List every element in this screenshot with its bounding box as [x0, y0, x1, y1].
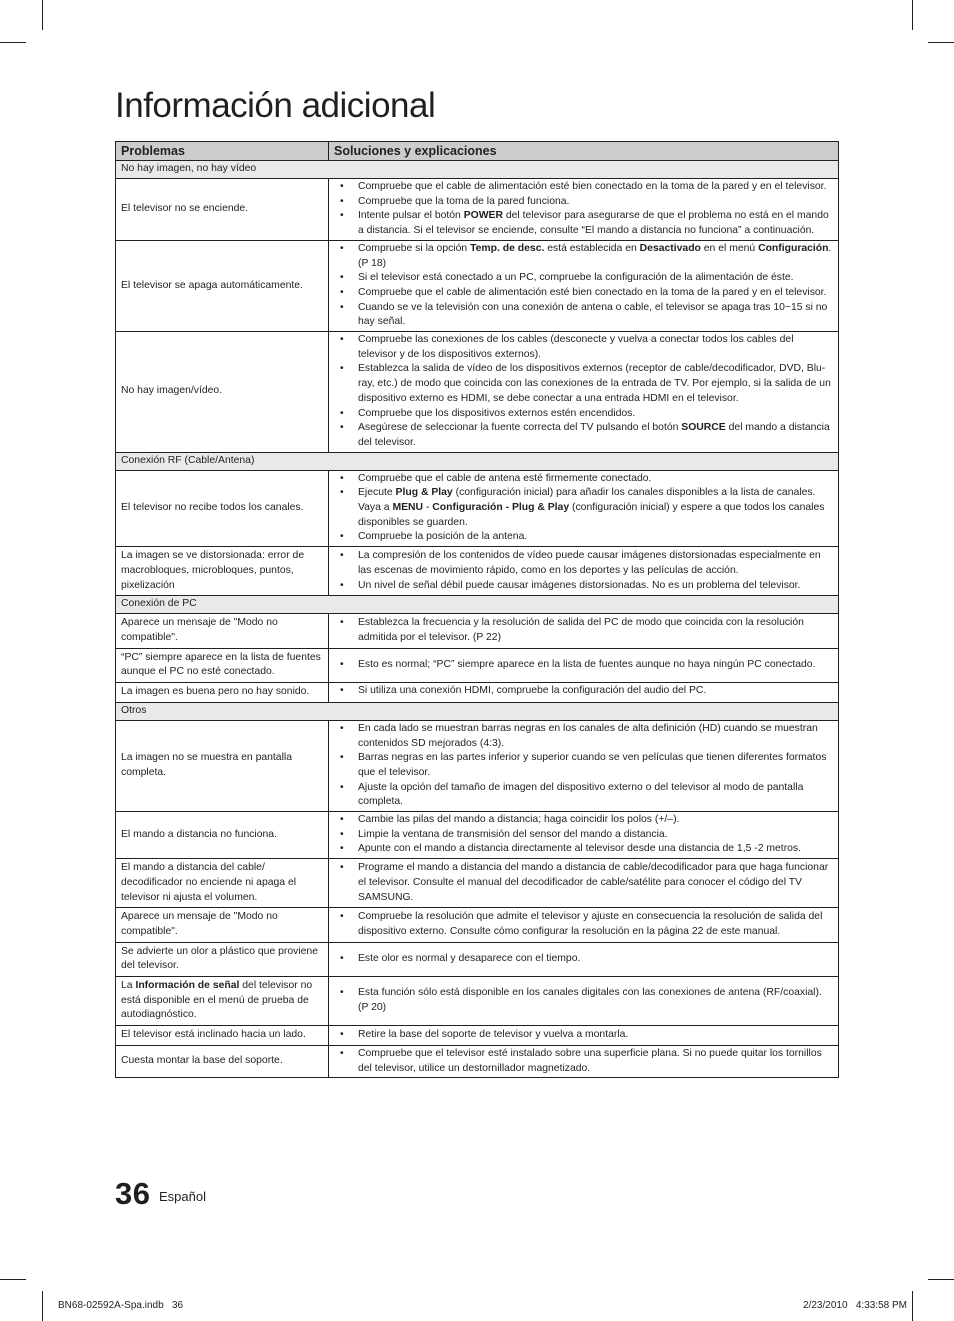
page-number: 36	[115, 1176, 151, 1211]
problem-cell	[116, 683, 329, 703]
table-row	[116, 812, 839, 859]
solution-list	[333, 986, 833, 1015]
text-run: Compruebe si la opción	[358, 242, 471, 254]
solution-item	[333, 195, 833, 210]
problem-cell	[116, 614, 329, 648]
section-title: No hay imagen, no hay vídeo	[116, 161, 839, 179]
solution-cell	[329, 859, 839, 908]
section-title: Otros	[116, 702, 839, 720]
troubleshooting-table	[115, 141, 839, 1078]
table-row	[116, 648, 839, 682]
text-run: (configuración inicial) y espere a que todos los canales disponibles se guarden.	[358, 502, 825, 528]
table-row	[116, 683, 839, 703]
problem-cell	[116, 179, 329, 241]
table-row	[116, 1045, 839, 1077]
solution-list	[333, 472, 833, 546]
table-body	[116, 161, 839, 1078]
problem-cell	[116, 812, 329, 859]
text-run: Este olor es normal y desaparece con el tiempo.	[358, 952, 581, 964]
solution-item	[333, 751, 833, 780]
solution-list	[333, 952, 833, 967]
table-row	[116, 179, 839, 241]
solution-item	[333, 952, 833, 967]
text-run: Barras negras en las partes inferior y superior cuando se ven películas que tienen diferentes formatos que el televisor.	[358, 752, 827, 778]
solution-item	[333, 986, 833, 1015]
solution-cell	[329, 977, 839, 1026]
solution-item	[333, 842, 833, 857]
solution-list	[333, 684, 833, 699]
problem-cell	[116, 470, 329, 547]
problem-cell	[116, 977, 329, 1026]
text-run: Cuando se ve la televisión con una conexión de antena o cable, el televisor se apaga tras 10~15 si no hay señal.	[358, 301, 828, 328]
text-run: El televisor se apaga automáticamente.	[121, 279, 303, 291]
text-run: Compruebe la posición de la antena.	[358, 531, 528, 543]
emphasized-term: Temp. de desc.	[470, 242, 545, 254]
text-run: Aparece un mensaje de "Modo no compatible".	[121, 911, 278, 937]
table-header-row	[116, 142, 839, 161]
text-run: Retire la base del soporte de televisor y vuelva a montarla.	[358, 1029, 629, 1041]
solution-item	[333, 407, 833, 422]
problem-cell	[116, 240, 329, 331]
table-row	[116, 547, 839, 596]
text-run: Intente pulsar el botón	[358, 210, 464, 222]
text-run: Un nivel de señal débil puede causar imágenes distorsionadas. No es un problema del televisor.	[358, 579, 801, 591]
solution-cell	[329, 648, 839, 682]
text-run: Ejecute	[358, 487, 396, 499]
text-run: No hay imagen/vídeo.	[121, 385, 223, 397]
solution-item	[333, 781, 833, 810]
text-run: en el menú	[700, 242, 759, 254]
table-row	[116, 614, 839, 648]
text-run: del mando a distancia del televisor.	[358, 422, 830, 448]
solution-item	[333, 616, 833, 645]
text-run: El mando a distancia no funciona.	[121, 828, 277, 840]
text-run: Cuesta montar la base del soporte.	[121, 1055, 283, 1067]
table-row	[116, 720, 839, 811]
solution-item	[333, 362, 833, 406]
text-run: Esta función sólo está disponible en los canales digitales con las conexiones de antena (RF/coaxial). (P 20)	[358, 987, 822, 1014]
table-row	[116, 977, 839, 1026]
table-row	[116, 332, 839, 453]
text-run: Compruebe que la toma de la pared funciona.	[358, 195, 570, 207]
text-run: La imagen se ve distorsionada: error de macrobloques, microbloques, puntos, pixelización	[121, 550, 305, 591]
table-row	[116, 470, 839, 547]
text-run: Programe el mando a distancia del mando a distancia de cable/decodificador para que haga funcionar el televisor. Consulte el manual del decodificador de cable/satélite para conocer el código del TV SAMSUNG.	[358, 862, 829, 903]
text-run: Establezca la frecuencia y la resolución de salida del PC de modo que coincida con la resolución admitida por el televisor. (P 22)	[358, 617, 804, 643]
solution-item	[333, 1047, 833, 1076]
emphasized-term: SOURCE	[681, 422, 726, 434]
text-run: Compruebe que los dispositivos externos estén encendidos.	[358, 407, 636, 419]
text-run: El televisor no recibe todos los canales.	[121, 502, 304, 514]
text-run: El televisor está inclinado hacia un lado.	[121, 1029, 306, 1041]
footer-datetime: 2/23/2010 4:33:58 PM	[803, 1300, 907, 1311]
problem-cell	[116, 859, 329, 908]
header-problems: Problemas	[116, 142, 329, 161]
crop-mark	[928, 42, 954, 43]
solution-list	[333, 1047, 833, 1076]
section-title: Conexión RF (Cable/Antena)	[116, 452, 839, 470]
text-run: Establezca la salida de vídeo de los dispositivos externos (receptor de cable/decodificador, DVD, Blu-ray, etc.) de modo que coincida con las conexiones de la entrada de TV. Por ejemplo, si la salida de un dispositivo externo es HDMI, se debe conectar a una entrada HDMI en el televisor.	[358, 363, 831, 404]
solution-cell	[329, 1026, 839, 1046]
table-row	[116, 240, 839, 331]
text-run: Ajuste la opción del tamaño de imagen del dispositivo externo o del televisor al modo de pantalla completa.	[358, 781, 804, 808]
section-title: Conexión de PC	[116, 596, 839, 614]
text-run: Si el televisor está conectado a un PC, compruebe la configuración de la alimentación de éste.	[358, 272, 794, 284]
solution-item	[333, 242, 833, 271]
text-run: Cambie las pilas del mando a distancia; haga coincidir los polos (+/–).	[358, 814, 680, 826]
emphasized-term: Configuración	[758, 242, 829, 254]
solution-list	[333, 722, 833, 810]
section-row	[116, 596, 839, 614]
text-run: El mando a distancia del cable/ decodificador no enciende ni apaga el televisor ni ajusta el volumen.	[121, 862, 297, 903]
text-run: Compruebe que el cable de alimentación esté bien conectado en la toma de la pared y en el televisor.	[358, 286, 827, 298]
emphasized-term: POWER	[463, 210, 503, 222]
solution-item	[333, 813, 833, 828]
solution-item	[333, 579, 833, 594]
text-run: . (P 18)	[358, 242, 832, 269]
solution-item	[333, 549, 833, 578]
problem-cell	[116, 942, 329, 976]
table-row	[116, 908, 839, 942]
text-run: (configuración inicial) para añadir los canales disponibles a la lista de canales. Vaya a	[358, 487, 816, 514]
solution-list	[333, 910, 833, 939]
text-run: Se advierte un olor a plástico que proviene del televisor.	[121, 945, 318, 972]
section-row	[116, 161, 839, 179]
text-run: Compruebe la resolución que admite el televisor y ajuste en consecuencia la resolución de salida del dispositivo externo. Consulte cómo configurar la resolución en la página 22 de este manual.	[358, 911, 823, 937]
problem-cell	[116, 332, 329, 453]
text-run: Aparece un mensaje de "Modo no compatible".	[121, 617, 278, 643]
solution-item	[333, 271, 833, 286]
text-run: Compruebe que el cable de alimentación esté bien conectado en la toma de la pared y en el televisor.	[358, 181, 827, 192]
crop-mark	[912, 0, 913, 30]
emphasized-term: Configuración - Plug & Play	[432, 502, 570, 514]
text-run: Apunte con el mando a distancia directamente al televisor desde una distancia de 1,5 -2 metros.	[358, 843, 802, 855]
solution-list	[333, 813, 833, 857]
solution-list	[333, 242, 833, 330]
text-run: del televisor para asegurarse de que el problema no está en el mando a distancia. Si el televisor se enciende, consulte “El mando a distancia no funciona” a continuación.	[358, 210, 829, 237]
text-run: La imagen es buena pero no hay sonido.	[121, 686, 310, 698]
solution-item	[333, 180, 833, 195]
solution-item	[333, 333, 833, 362]
solution-list	[333, 549, 833, 593]
emphasized-term: MENU	[392, 502, 424, 514]
solution-item	[333, 684, 833, 699]
text-run: del televisor no está disponible en el menú de prueba de autodiagnóstico.	[121, 980, 313, 1021]
text-run: -	[423, 502, 433, 514]
emphasized-term: Información de señal	[135, 980, 240, 992]
text-run: La imagen no se muestra en pantalla completa.	[121, 752, 292, 778]
text-run: En cada lado se muestran barras negras en los canales de alta definición (HD) cuando se muestran contenidos SD mejorados (4:3).	[358, 722, 818, 749]
solution-item	[333, 828, 833, 843]
text-run: Limpie la ventana de transmisión del sensor del mando a distancia.	[358, 828, 668, 840]
solution-cell	[329, 240, 839, 331]
solution-item	[333, 301, 833, 330]
problem-cell	[116, 908, 329, 942]
solution-cell	[329, 908, 839, 942]
text-run: Esto es normal; “PC” siempre aparece en la lista de fuentes aunque no haya ningún PC conectado.	[358, 659, 816, 671]
table-row	[116, 859, 839, 908]
crop-mark	[0, 42, 26, 43]
crop-mark	[912, 1291, 913, 1321]
solution-cell	[329, 720, 839, 811]
solution-cell	[329, 683, 839, 703]
solution-list	[333, 861, 833, 905]
solution-cell	[329, 614, 839, 648]
problem-cell	[116, 720, 329, 811]
solution-list	[333, 658, 833, 673]
problem-cell	[116, 648, 329, 682]
text-run: La compresión de los contenidos de vídeo puede causar imágenes distorsionadas especialmente en las escenas de movimiento rápido, como en los deportes y las películas de acción.	[358, 550, 821, 576]
solution-item	[333, 286, 833, 301]
solution-item	[333, 658, 833, 673]
solution-item	[333, 1028, 833, 1043]
problem-cell	[116, 547, 329, 596]
table-row	[116, 1026, 839, 1046]
crop-mark	[42, 0, 43, 30]
solution-item	[333, 530, 833, 545]
text-run: Compruebe que el televisor esté instalado sobre una superficie plana. Si no puede quitar los tornillos del televisor, utilice un destornillador magnetizado.	[358, 1047, 822, 1074]
solution-cell	[329, 547, 839, 596]
solution-list	[333, 616, 833, 645]
page-language: Español	[159, 1189, 206, 1204]
text-run: Compruebe que el cable de antena esté firmemente conectado.	[358, 472, 652, 484]
header-solutions: Soluciones y explicaciones	[329, 142, 839, 161]
solution-cell	[329, 332, 839, 453]
solution-cell	[329, 470, 839, 547]
solution-cell	[329, 179, 839, 241]
solution-item	[333, 472, 833, 487]
emphasized-term: Plug & Play	[395, 487, 453, 499]
text-run: Asegúrese de seleccionar la fuente correcta del TV pulsando el botón	[358, 422, 682, 434]
solution-item	[333, 861, 833, 905]
text-run: Compruebe las conexiones de los cables (desconecte y vuelva a conectar todos los cables del televisor y de los dispositivos externos).	[358, 334, 794, 360]
crop-mark	[0, 1279, 26, 1280]
text-run: La	[121, 980, 136, 992]
section-row	[116, 452, 839, 470]
solution-list	[333, 180, 833, 239]
crop-mark	[42, 1291, 43, 1321]
text-run: Si utiliza una conexión HDMI, compruebe la configuración del audio del PC.	[358, 685, 707, 697]
emphasized-term: Desactivado	[639, 242, 701, 254]
solution-item	[333, 421, 833, 450]
text-run: está establecida en	[544, 242, 640, 254]
solution-item	[333, 486, 833, 530]
text-run: “PC” siempre aparece en la lista de fuentes aunque el PC no esté conectado.	[121, 651, 321, 678]
table-row	[116, 942, 839, 976]
crop-mark	[928, 1279, 954, 1280]
solution-item	[333, 910, 833, 939]
solution-cell	[329, 812, 839, 859]
solution-list	[333, 333, 833, 451]
problem-cell	[116, 1026, 329, 1046]
problem-cell	[116, 1045, 329, 1077]
solution-item	[333, 722, 833, 751]
page-title: Información adicional	[115, 86, 436, 125]
solution-list	[333, 1028, 833, 1043]
solution-cell	[329, 942, 839, 976]
section-row	[116, 702, 839, 720]
footer-file-info: BN68-02592A-Spa.indb 36	[58, 1300, 184, 1311]
solution-item	[333, 209, 833, 238]
solution-cell	[329, 1045, 839, 1077]
text-run: El televisor no se enciende.	[121, 203, 249, 215]
